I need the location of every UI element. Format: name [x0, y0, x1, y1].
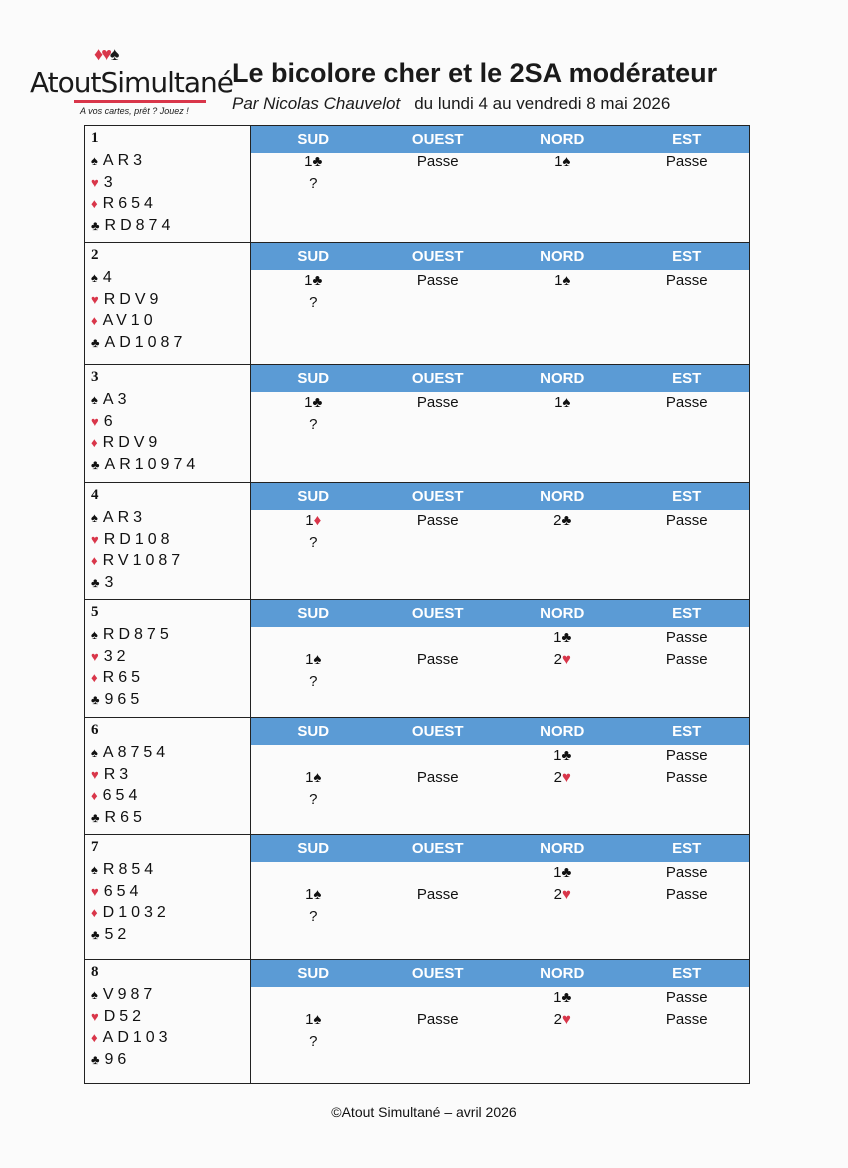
bid-cell	[625, 173, 750, 195]
bid-cell	[500, 906, 625, 928]
spade-icon: ♠	[91, 745, 98, 760]
holding-cards: R65	[104, 808, 146, 826]
bid-cell	[625, 532, 750, 554]
deal-number: 6	[91, 722, 99, 738]
bid-cell: 1♣	[553, 864, 572, 881]
logo-brand-atout: Atout	[30, 66, 101, 99]
bidding-row	[251, 649, 749, 671]
holding-cards: R654	[102, 195, 157, 212]
holding-cards: D1032	[102, 904, 170, 921]
bid-cell: Passe	[665, 989, 708, 1006]
holding-cards: V987	[102, 986, 157, 1003]
deal-1	[85, 126, 749, 243]
bid-cell	[500, 173, 625, 195]
bid-cell: 2♥	[553, 651, 571, 668]
bid-cell: 1♠	[305, 651, 322, 668]
bidding-table	[251, 243, 749, 364]
column-header: OUEST	[411, 723, 464, 740]
bid-cell	[500, 789, 625, 811]
bid-cell: Passe	[665, 272, 708, 289]
page-subtitle	[232, 94, 670, 114]
bidding-table	[251, 600, 749, 717]
logo-diamond-icon: ♦	[94, 44, 102, 64]
heart-icon: ♥	[91, 291, 99, 307]
holding-spades	[91, 742, 250, 764]
deal-number: 3	[91, 369, 99, 385]
holding-hearts	[91, 881, 250, 903]
column-header: OUEST	[411, 840, 464, 857]
bid-cell: ?	[309, 791, 318, 808]
holding-diamonds	[91, 550, 250, 572]
club-icon: ♣	[91, 217, 100, 233]
spade-icon: ♠	[91, 862, 98, 877]
bidding-row	[251, 767, 749, 789]
holding-cards: AR3	[102, 509, 147, 526]
bid-cell	[251, 862, 376, 884]
deal-3	[85, 365, 749, 483]
bid-cell	[625, 1031, 750, 1053]
holding-cards: 3	[103, 173, 117, 191]
holding-cards: RD874	[104, 216, 175, 234]
footer: ©Atout Simultané – avril 2026	[331, 1104, 517, 1120]
hand	[85, 365, 251, 482]
column-header: NORD	[540, 723, 585, 740]
bid-cell: 1♣	[304, 153, 323, 170]
column-header: EST	[672, 248, 702, 265]
column-header: SUD	[297, 370, 330, 387]
column-header: EST	[672, 723, 702, 740]
bid-cell: Passe	[665, 512, 708, 529]
holding-diamonds	[91, 193, 250, 215]
holding-spades	[91, 389, 250, 411]
bidding-row	[251, 862, 749, 884]
deal-8	[85, 960, 749, 1084]
diamond-icon: ♦	[91, 196, 98, 211]
bid-cell	[500, 532, 625, 554]
bid-cell: Passe	[665, 629, 708, 646]
bidding-row	[251, 671, 749, 693]
heart-icon: ♥	[91, 883, 99, 899]
holding-cards: RD875	[102, 626, 173, 643]
holding-clubs	[91, 807, 250, 829]
holding-cards: AV10	[102, 312, 157, 329]
holding-spades	[91, 984, 250, 1006]
bid-cell	[376, 671, 501, 693]
bid-cell	[251, 627, 376, 649]
logo-brand-simultane: Simultané	[100, 66, 233, 99]
bid-cell: Passe	[416, 394, 459, 411]
holding-hearts	[91, 764, 250, 786]
holding-hearts	[91, 411, 250, 433]
holding-spades	[91, 267, 250, 289]
club-icon: ♣	[91, 691, 100, 707]
bid-cell: Passe	[665, 651, 708, 668]
holding-clubs	[91, 572, 250, 594]
bid-cell: Passe	[665, 886, 708, 903]
bid-cell: 1♣	[553, 989, 572, 1006]
holding-diamonds	[91, 902, 250, 924]
deal-number: 2	[91, 247, 99, 263]
holding-cards: 52	[104, 925, 131, 943]
hand	[85, 960, 251, 1083]
holding-diamonds	[91, 310, 250, 332]
bid-cell	[500, 671, 625, 693]
column-header: EST	[672, 965, 702, 982]
holding-hearts	[91, 172, 250, 194]
bid-cell	[376, 906, 501, 928]
holding-clubs	[91, 215, 250, 237]
bid-cell	[376, 292, 501, 314]
holding-clubs	[91, 454, 250, 476]
club-icon: ♣	[91, 574, 100, 590]
bid-cell: Passe	[665, 394, 708, 411]
bid-cell: ?	[309, 908, 318, 925]
bid-cell	[500, 414, 625, 436]
bidding-row	[251, 532, 749, 554]
hand	[85, 600, 251, 717]
heart-icon: ♥	[91, 531, 99, 547]
holding-diamonds	[91, 1027, 250, 1049]
bid-cell: ?	[309, 175, 318, 192]
holding-cards: RD108	[103, 530, 174, 548]
holding-cards: RDV9	[102, 434, 162, 451]
logo-suits	[94, 44, 117, 65]
bid-cell	[376, 1031, 501, 1053]
column-header: SUD	[297, 840, 330, 857]
bid-cell: Passe	[416, 1011, 459, 1028]
bidding-header	[251, 126, 749, 153]
bid-cell: 1♠	[305, 1011, 322, 1028]
bid-cell	[376, 627, 501, 649]
holding-cards: 6	[103, 412, 117, 430]
spade-icon: ♠	[91, 392, 98, 407]
bidding-row	[251, 987, 749, 1009]
bid-cell: Passe	[416, 886, 459, 903]
column-header: SUD	[297, 131, 330, 148]
column-header: NORD	[540, 840, 585, 857]
column-header: OUEST	[411, 965, 464, 982]
bid-cell: 2♣	[553, 512, 572, 529]
holding-diamonds	[91, 667, 250, 689]
bid-cell: 1♠	[554, 394, 571, 411]
bid-cell: Passe	[665, 1011, 708, 1028]
diamond-icon: ♦	[91, 553, 98, 568]
bid-cell	[376, 745, 501, 767]
heart-icon: ♥	[91, 1008, 99, 1024]
logo-heart-icon: ♥	[101, 44, 110, 64]
bid-cell	[376, 789, 501, 811]
hand	[85, 483, 251, 599]
bid-cell: Passe	[665, 747, 708, 764]
holding-hearts	[91, 1006, 250, 1028]
column-header: SUD	[297, 605, 330, 622]
club-icon: ♣	[91, 926, 100, 942]
heart-icon: ♥	[91, 174, 99, 190]
diamond-icon: ♦	[91, 905, 98, 920]
bid-cell	[500, 292, 625, 314]
bidding-header	[251, 365, 749, 392]
holding-cards: 654	[102, 787, 142, 804]
holding-spades	[91, 859, 250, 881]
holding-cards: AR10974	[104, 455, 200, 473]
spade-icon: ♠	[91, 987, 98, 1002]
holding-cards: D52	[103, 1007, 146, 1025]
spade-icon: ♠	[91, 510, 98, 525]
holding-clubs	[91, 689, 250, 711]
bid-cell	[376, 532, 501, 554]
holding-cards: 3	[104, 573, 118, 591]
deal-2	[85, 243, 749, 365]
heart-icon: ♥	[91, 413, 99, 429]
holding-hearts	[91, 646, 250, 668]
logo	[30, 44, 233, 124]
column-header: OUEST	[411, 370, 464, 387]
bid-cell: Passe	[665, 769, 708, 786]
holding-cards: AD103	[102, 1029, 172, 1046]
bid-cell: ?	[309, 294, 318, 311]
holding-cards: 32	[103, 647, 130, 665]
column-header: NORD	[540, 605, 585, 622]
bid-cell	[500, 1031, 625, 1053]
club-icon: ♣	[91, 334, 100, 350]
holding-cards: 654	[103, 882, 143, 900]
holding-clubs	[91, 1049, 250, 1071]
bidding-row	[251, 151, 749, 173]
deal-7	[85, 835, 749, 960]
bid-cell	[251, 745, 376, 767]
bid-cell: 2♥	[553, 886, 571, 903]
bid-cell: 1♣	[553, 629, 572, 646]
bidding-row	[251, 270, 749, 292]
bid-cell: ?	[309, 416, 318, 433]
bid-cell	[376, 862, 501, 884]
diamond-icon: ♦	[91, 788, 98, 803]
spade-icon: ♠	[91, 270, 98, 285]
bidding-row	[251, 1031, 749, 1053]
bid-cell: Passe	[416, 153, 459, 170]
column-header: NORD	[540, 488, 585, 505]
column-header: OUEST	[411, 131, 464, 148]
holding-cards: AD1087	[104, 333, 187, 351]
bid-cell: ?	[309, 673, 318, 690]
bid-cell: Passe	[416, 272, 459, 289]
column-header: OUEST	[411, 488, 464, 505]
spade-icon: ♠	[91, 153, 98, 168]
deal-6	[85, 718, 749, 835]
deal-number: 1	[91, 130, 99, 146]
holding-cards: R854	[102, 861, 158, 878]
column-header: EST	[672, 840, 702, 857]
column-header: NORD	[540, 131, 585, 148]
holding-cards: RDV9	[103, 290, 163, 308]
column-header: EST	[672, 488, 702, 505]
club-icon: ♣	[91, 809, 100, 825]
heart-icon: ♥	[91, 648, 99, 664]
bidding-table	[251, 126, 749, 242]
holding-hearts	[91, 289, 250, 311]
bid-cell: 1♦	[305, 512, 322, 529]
bidding-header	[251, 600, 749, 627]
bid-cell: ?	[309, 1033, 318, 1050]
bid-cell: 1♠	[554, 153, 571, 170]
bid-cell	[376, 173, 501, 195]
column-header: NORD	[540, 965, 585, 982]
bid-cell: 2♥	[553, 769, 571, 786]
holding-clubs	[91, 332, 250, 354]
deal-number: 5	[91, 604, 99, 620]
bid-cell	[376, 414, 501, 436]
column-header: EST	[672, 370, 702, 387]
bid-cell: 1♣	[553, 747, 572, 764]
bid-cell: Passe	[416, 651, 459, 668]
holding-diamonds	[91, 785, 250, 807]
bid-cell: 1♠	[305, 886, 322, 903]
logo-spade-icon: ♠	[109, 44, 118, 64]
holding-cards: R65	[102, 669, 144, 686]
hand	[85, 718, 251, 834]
column-header: NORD	[540, 370, 585, 387]
club-icon: ♣	[91, 1051, 100, 1067]
holding-diamonds	[91, 432, 250, 454]
hand	[85, 243, 251, 364]
bidding-row	[251, 789, 749, 811]
holding-cards: 965	[104, 690, 144, 708]
spade-icon: ♠	[91, 627, 98, 642]
column-header: SUD	[297, 248, 330, 265]
holding-cards: RV1087	[102, 552, 185, 569]
bidding-header	[251, 718, 749, 745]
bid-cell	[625, 789, 750, 811]
club-icon: ♣	[91, 456, 100, 472]
holding-cards: A8754	[102, 744, 170, 761]
bidding-row	[251, 414, 749, 436]
bidding-row	[251, 627, 749, 649]
column-header: NORD	[540, 248, 585, 265]
bid-cell	[625, 906, 750, 928]
bidding-row	[251, 906, 749, 928]
heart-icon: ♥	[91, 766, 99, 782]
bid-cell	[376, 987, 501, 1009]
deals-sheet	[84, 125, 750, 1084]
column-header: SUD	[297, 488, 330, 505]
bidding-row	[251, 1009, 749, 1031]
logo-tagline: A vos cartes, prêt ? Jouez !	[80, 106, 189, 116]
holding-spades	[91, 624, 250, 646]
bidding-row	[251, 392, 749, 414]
holding-cards: 4	[102, 269, 116, 286]
deal-number: 4	[91, 487, 99, 503]
bid-cell	[625, 414, 750, 436]
logo-underline	[74, 100, 206, 103]
page-title: Le bicolore cher et le 2SA modérateur	[232, 58, 718, 88]
column-header: OUEST	[411, 248, 464, 265]
bidding-table	[251, 835, 749, 959]
column-header: OUEST	[411, 605, 464, 622]
bid-cell: Passe	[416, 512, 459, 529]
bid-cell	[625, 292, 750, 314]
logo-brand	[30, 66, 233, 99]
bidding-header	[251, 483, 749, 510]
column-header: SUD	[297, 723, 330, 740]
diamond-icon: ♦	[91, 435, 98, 450]
deal-number: 8	[91, 964, 99, 980]
holding-cards: A3	[102, 391, 131, 408]
column-header: EST	[672, 131, 702, 148]
bid-cell: 2♥	[553, 1011, 571, 1028]
bidding-row	[251, 173, 749, 195]
bidding-row	[251, 292, 749, 314]
bid-cell: 1♠	[305, 769, 322, 786]
diamond-icon: ♦	[91, 670, 98, 685]
holding-clubs	[91, 924, 250, 946]
bidding-header	[251, 243, 749, 270]
hand	[85, 835, 251, 959]
bidding-header	[251, 835, 749, 862]
deal-4	[85, 483, 749, 600]
bidding-row	[251, 745, 749, 767]
bid-cell: ?	[309, 534, 318, 551]
holding-spades	[91, 507, 250, 529]
holding-hearts	[91, 529, 250, 551]
hand	[85, 126, 251, 242]
bidding-table	[251, 718, 749, 834]
bid-cell: Passe	[665, 864, 708, 881]
deal-number: 7	[91, 839, 99, 855]
bid-cell: 1♠	[554, 272, 571, 289]
bid-cell: 1♣	[304, 272, 323, 289]
column-header: EST	[672, 605, 702, 622]
bidding-row	[251, 884, 749, 906]
diamond-icon: ♦	[91, 313, 98, 328]
column-header: SUD	[297, 965, 330, 982]
deal-5	[85, 600, 749, 718]
holding-cards: AR3	[102, 152, 147, 169]
bid-cell	[625, 671, 750, 693]
bid-cell	[251, 987, 376, 1009]
holding-cards: 96	[104, 1050, 131, 1068]
bid-cell: Passe	[416, 769, 459, 786]
bidding-table	[251, 483, 749, 599]
author: Par Nicolas Chauvelot	[232, 94, 401, 113]
bidding-table	[251, 365, 749, 482]
holding-cards: R3	[103, 765, 133, 783]
dates: du lundi 4 au vendredi 8 mai 2026	[414, 94, 671, 113]
bidding-row	[251, 510, 749, 532]
bidding-table	[251, 960, 749, 1083]
holding-spades	[91, 150, 250, 172]
bidding-header	[251, 960, 749, 987]
bid-cell: Passe	[665, 153, 708, 170]
diamond-icon: ♦	[91, 1030, 98, 1045]
bid-cell: 1♣	[304, 394, 323, 411]
